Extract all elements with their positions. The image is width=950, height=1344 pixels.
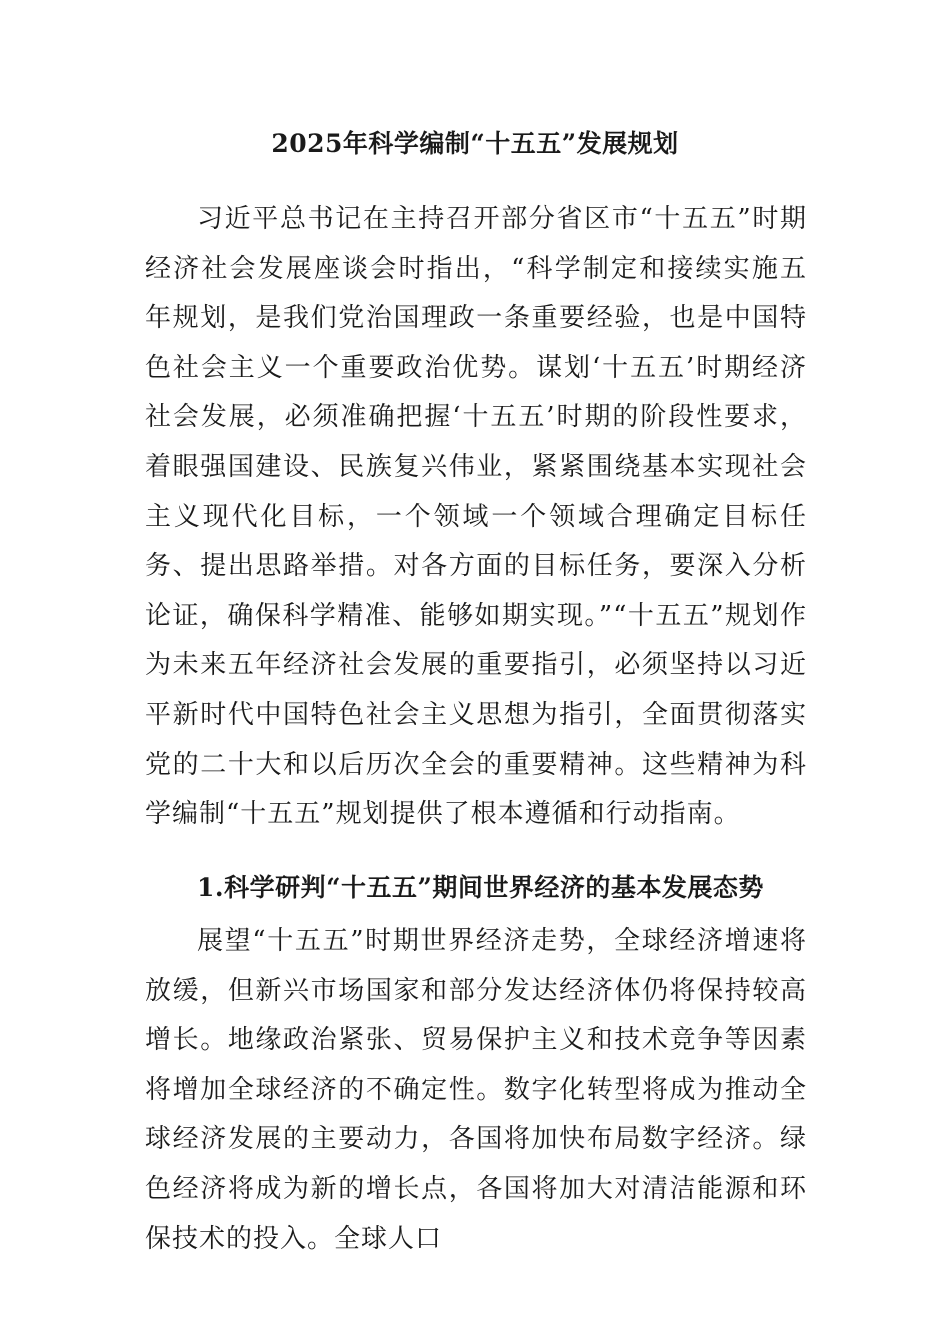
intro-paragraph: 习近平总书记在主持召开部分省区市“十五五”时期经济社会发展座谈会时指出，“科学制定和接续实施五年规划，是我们党治国理政一条重要经验，也是中国特色社会主义一个重要政治优势。谋划‘十五五’时期经济社会发展，必须准确把握‘十五五’时期的阶段性要求，着眼强国建设、民族复兴伟业，紧紧围绕基本实现社会主义现代化目标，一个领域一个领域合理确定目标任务、提出思路举措。对各方面的目标任务，要深入分析论证，确保科学精准、能够如期实现。”“十五五”规划作为未来五年经济社会发展的重要指引，必须坚持以习近平新时代中国特色社会主义思想为指引，全面贯彻落实党的二十大和以后历次全会的重要精神。这些精神为科学编制“十五五”规划提供了根本遵循和行动指南。	[145, 204, 807, 830]
document-title: 2025年科学编制“十五五”发展规划	[271, 129, 679, 158]
section-heading-1: 1.科学研判“十五五”期间世界经济的基本发展态势	[197, 873, 764, 902]
section-1-paragraph: 展望“十五五”时期世界经济走势，全球经济增速将放缓，但新兴市场国家和部分发达经济体仍将保持较高增长。地缘政治紧张、贸易保护主义和技术竞争等因素将增加全球经济的不确定性。数字化转型将成为推动全球经济发展的主要动力，各国将加快布局数字经济。绿色经济将成为新的增长点，各国将加大对清洁能源和环保技术的投入。全球人口	[145, 926, 807, 1254]
